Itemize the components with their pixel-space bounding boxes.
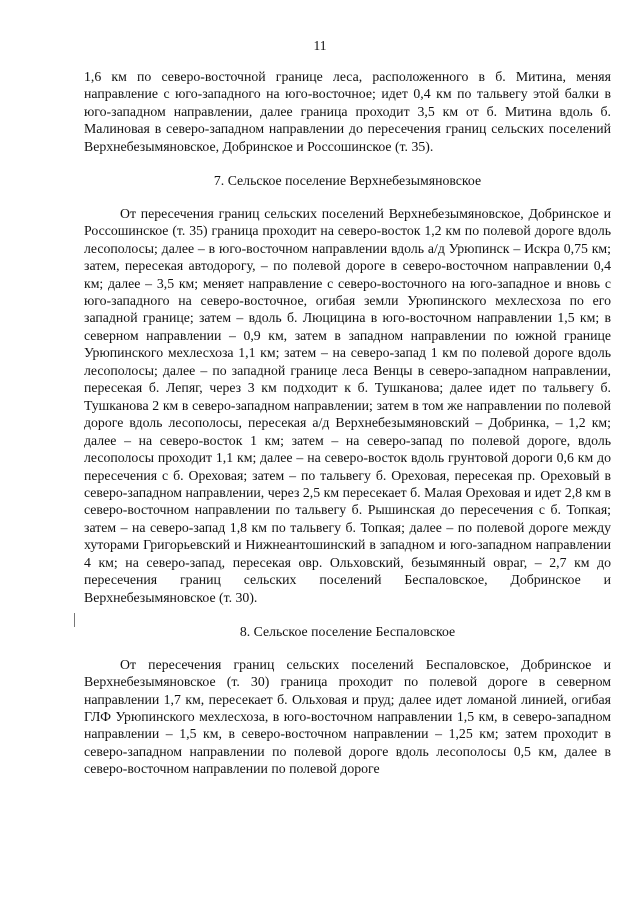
spacer (84, 606, 611, 623)
spacer (84, 641, 611, 656)
section-title-8: 8. Сельское поселение Беспаловское (239, 624, 456, 640)
paragraph-continuation: 1,6 км по северо-восточной границе леса, расположенного в б. Митина, меняя направление с юго-западного на юго-восточное; идет 0,4 км по тальвегу этой балки в юго-западном направлении, далее граница проходит 3,5 км от б. Митина вдоль б. Малиновая в северо-западном направлении до пересечения границ сельских поселений Верхнебезымяновское, Добринское и Россошинское (т. 35). (84, 69, 611, 154)
spacer (84, 155, 611, 172)
spacer (84, 190, 611, 205)
paragraph-section-8: От пересечения границ сельских поселений Беспаловское, Добринское и Верхнебезымяновское (т. 30) граница проходит по полевой дороге в северном направлении 1,7 км, пересекает б. Ольховая и пруд; далее идет ломаной линией, огибая ГЛФ Урюпинского мехлесхоза, в юго-восточном направлении 1,5 км, в северо-западном направлении – 1,5 км, в северо-восточном направлении – 1,25 км; затем проходит в северо-западном направлении по полевой дороге вдоль лесополосы 0,5 км, далее в северо-восточном направлении по полевой дороге (84, 656, 611, 777)
paragraph-section-7: От пересечения границ сельских поселений Верхнебезымяновское, Добринское и Россошинское (т. 35) граница проходит на северо-восток 1,2 км по полевой дороге вдоль лесополосы; далее – в юго-восточном направлении вдоль а/д Урюпинск – Искра 0,75 км; затем, пересекая автодорогу, – по полевой дороге в северо-восточном направлении 0,4 км; далее – 3,5 км; меняет направление с северо-восточного на юго-западное и вновь с юго-западного на северо-восточное, огибая земли Урюпинского мехлесхоза по его западной границе; затем – вдоль б. Люцицина в юго-восточном направлении 1,5 км; в северном направлении – 0,9 км, затем в западном направлении по южной границе Урюпинского мехлесхоза 1,1 км; затем – на северо-запад 1 км по полевой дороге вдоль лесополосы; далее – по западной границе леса Венцы в северо-западном направлении, пересекая б. Лепяг, через 3 км подходит к б. Тушканова; далее идет по тальвегу б. Тушканова 2 км в северо-западном направлении; затем в том же направлении по полевой дороге вдоль лесополосы, пересекая а/д Верхнебезымяновский – Добринка, – 1,2 км; далее – на северо-восток 1 км; затем – на северо-запад по полевой дороге, вдоль лесополосы проходит 1,1 км; далее – на северо-восток вдоль грунтовой дороги 0,6 км до пересечения с б. Ореховая; затем – по тальвегу б. Ореховая, пересекая пр. Ореховый в северо-западном направлении, через 2,5 км пересекает б. Малая Ореховая и идет 2,8 км в северо-восточном направлении по тальвегу б. Рышинская до пересечения с б. Топкая; затем – на северо-запад 1,8 км по тальвегу б. Топкая; далее – по полевой дороге между хуторами Григорьевский и Нижнеантошинский в западном и юго-западном направлении 4 км; на северо-запад, пересекая овр. Ольховский, безымянный овраг, – 2,7 км до пересечения границ сельских поселений Беспаловское, Добринское и Верхнебезымяновское (т. 30). (84, 205, 611, 605)
section-title-7: 7. Сельское поселение Верхнебезымяновское (213, 173, 482, 189)
document-body (84, 68, 611, 778)
page-number: 11 (313, 38, 327, 53)
scan-margin-mark (74, 613, 77, 627)
